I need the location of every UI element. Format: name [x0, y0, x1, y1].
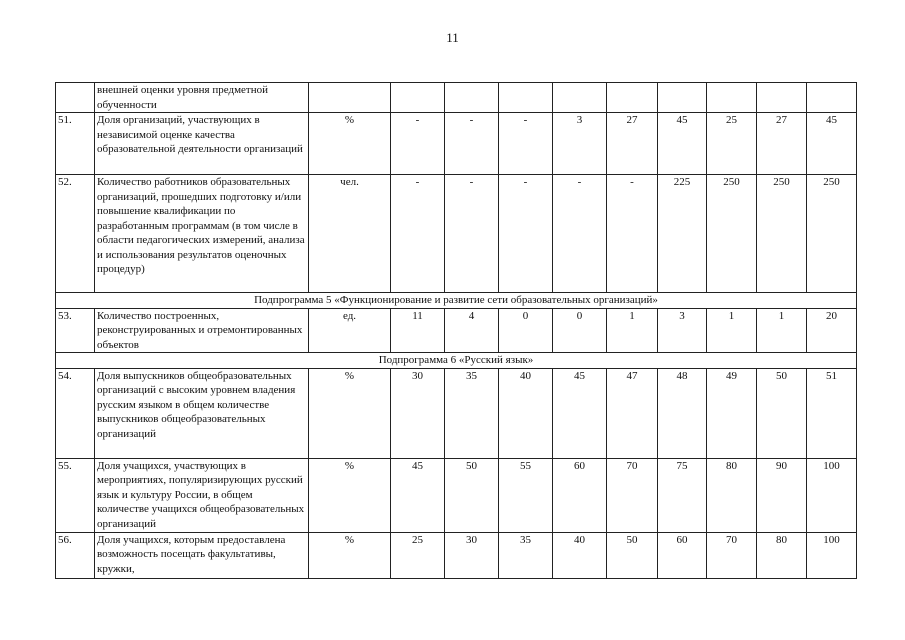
unit-cell: %	[309, 113, 391, 175]
value-cell	[658, 83, 707, 113]
value-cell	[499, 83, 553, 113]
value-cell: -	[553, 175, 607, 293]
value-cell: 25	[391, 532, 445, 578]
value-cell: 0	[499, 308, 553, 353]
value-cell: 27	[607, 113, 658, 175]
value-cell: 48	[658, 368, 707, 458]
table-row	[56, 458, 857, 532]
indicator-name: Количество работников образовательных организаций, прошедших подготовку и/или повышение квалификации по разработанным программам (в том числе в области педагогических измерений, анализа и использования результатов оценочных процедур)	[95, 175, 309, 293]
value-cell: 70	[607, 458, 658, 532]
value-cell: 35	[499, 532, 553, 578]
section-heading: Подпрограмма 6 «Русский язык»	[56, 353, 857, 369]
value-cell: 90	[757, 458, 807, 532]
value-cell	[807, 83, 857, 113]
indicator-name: внешней оценки уровня предметной обученности	[95, 83, 309, 113]
value-cell: 30	[391, 368, 445, 458]
row-number: 55.	[56, 458, 95, 532]
value-cell: 45	[807, 113, 857, 175]
value-cell: -	[445, 113, 499, 175]
value-cell: 50	[445, 458, 499, 532]
value-cell: 250	[707, 175, 757, 293]
indicator-name: Доля учащихся, участвующих в мероприятиях, популяризирующих русский язык и культуру России, в общем количестве учащихся общеобразовательных организаций	[95, 458, 309, 532]
value-cell: -	[391, 113, 445, 175]
row-number: 53.	[56, 308, 95, 353]
unit-cell: %	[309, 458, 391, 532]
section-heading: Подпрограмма 5 «Функционирование и развитие сети образовательных организаций»	[56, 293, 857, 309]
value-cell: 45	[658, 113, 707, 175]
value-cell: 50	[607, 532, 658, 578]
indicators-table	[55, 82, 857, 579]
unit-cell: ед.	[309, 308, 391, 353]
value-cell: 3	[553, 113, 607, 175]
row-number: 56.	[56, 532, 95, 578]
value-cell: 100	[807, 532, 857, 578]
value-cell: 27	[757, 113, 807, 175]
value-cell: 49	[707, 368, 757, 458]
table-row	[56, 113, 857, 175]
value-cell: 50	[757, 368, 807, 458]
value-cell: 11	[391, 308, 445, 353]
value-cell: 47	[607, 368, 658, 458]
value-cell	[607, 83, 658, 113]
table-row	[56, 83, 857, 113]
value-cell: -	[445, 175, 499, 293]
indicator-name: Доля организаций, участвующих в независимой оценке качества образовательной деятельности организаций	[95, 113, 309, 175]
value-cell: 45	[391, 458, 445, 532]
page-number: 11	[446, 30, 459, 45]
value-cell: -	[499, 175, 553, 293]
value-cell: 1	[757, 308, 807, 353]
row-number: 54.	[56, 368, 95, 458]
value-cell: 4	[445, 308, 499, 353]
value-cell: 1	[707, 308, 757, 353]
value-cell: 40	[499, 368, 553, 458]
value-cell	[757, 83, 807, 113]
unit-cell: чел.	[309, 175, 391, 293]
value-cell: -	[607, 175, 658, 293]
value-cell: 60	[658, 532, 707, 578]
unit-cell: %	[309, 532, 391, 578]
row-number: 51.	[56, 113, 95, 175]
indicator-name: Количество построенных, реконструированных и отремонтированных объектов	[95, 308, 309, 353]
row-number	[56, 83, 95, 113]
value-cell: 51	[807, 368, 857, 458]
value-cell: 70	[707, 532, 757, 578]
section-row	[56, 353, 857, 369]
value-cell: 100	[807, 458, 857, 532]
value-cell: 40	[553, 532, 607, 578]
value-cell: 20	[807, 308, 857, 353]
value-cell: 0	[553, 308, 607, 353]
value-cell: 225	[658, 175, 707, 293]
value-cell: 35	[445, 368, 499, 458]
value-cell: 80	[757, 532, 807, 578]
value-cell	[391, 83, 445, 113]
value-cell	[445, 83, 499, 113]
table-row	[56, 368, 857, 458]
unit-cell	[309, 83, 391, 113]
indicator-name: Доля учащихся, которым предоставлена возможность посещать факультативы, кружки,	[95, 532, 309, 578]
value-cell: 30	[445, 532, 499, 578]
value-cell: 3	[658, 308, 707, 353]
row-number: 52.	[56, 175, 95, 293]
value-cell: -	[499, 113, 553, 175]
value-cell: 60	[553, 458, 607, 532]
value-cell: 250	[757, 175, 807, 293]
value-cell: 80	[707, 458, 757, 532]
section-row	[56, 293, 857, 309]
value-cell	[707, 83, 757, 113]
value-cell: -	[391, 175, 445, 293]
value-cell: 1	[607, 308, 658, 353]
table-row	[56, 532, 857, 578]
table-row	[56, 308, 857, 353]
value-cell: 75	[658, 458, 707, 532]
value-cell: 45	[553, 368, 607, 458]
value-cell: 25	[707, 113, 757, 175]
indicator-name: Доля выпускников общеобразовательных организаций с высоким уровнем владения русским языком в общем количестве выпускников общеобразовательных организаций	[95, 368, 309, 458]
value-cell: 55	[499, 458, 553, 532]
value-cell: 250	[807, 175, 857, 293]
table-row	[56, 175, 857, 293]
value-cell	[553, 83, 607, 113]
unit-cell: %	[309, 368, 391, 458]
